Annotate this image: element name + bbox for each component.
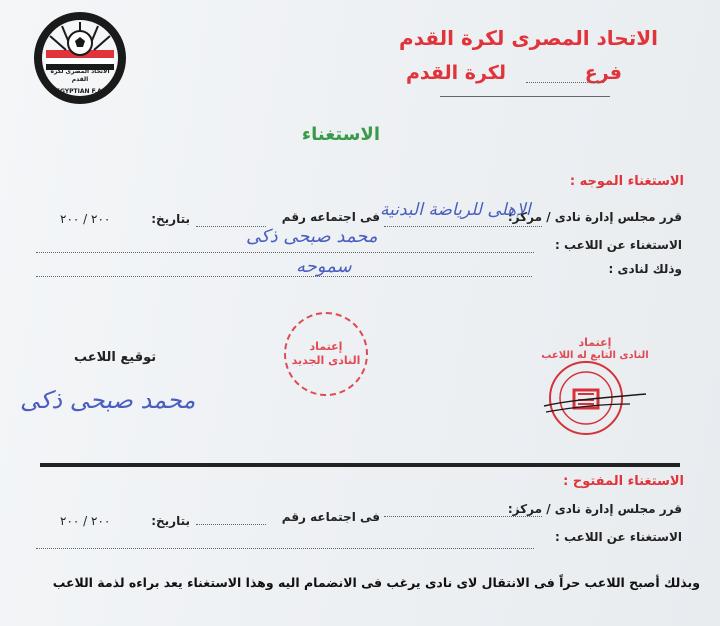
directed-line2-label: الاستغناء عن اللاعب : [554,238,682,252]
directed-club-blank [384,226,542,227]
old-club-approval-block [540,336,650,436]
directed-line1-label: قرر مجلس إدارة نادى / مركز: [507,210,682,224]
old-club-stamp-line2: النادى التابع له اللاعب [541,350,649,361]
open-line1-label: قرر مجلس إدارة نادى / مركز: [507,502,682,516]
directed-player-blank [36,252,534,253]
directed-date-label: بتاريخ: [151,212,190,226]
open-line2-label: الاستغناء عن اللاعب : [554,530,682,544]
new-club-approval-stamp [284,312,368,396]
handwritten-player-name: محمد صبحى ذكى [246,226,378,247]
footer-statement: وبذلك أصبح اللاعب حراً فى الانتقال لاى نادى يرغب فى الانضمام اليه وهذا الاستغناء يعد براءه لذمة اللاعب [52,575,700,590]
player-signature-label: توقيع اللاعب [74,350,157,365]
directed-line3-label: وذلك لنادى : [608,262,682,276]
egyptian-fa-logo [32,10,128,106]
directed-target-blank [36,276,532,277]
handwritten-player-signature: محمد صبحى ذكى [20,386,196,414]
branch-blank-line [526,82,604,83]
open-meeting-blank [196,524,266,525]
logo-text-english: EGYPTIAN F.A. [55,88,105,95]
open-date-value: ٢٠٠ / ٢٠٠ [60,514,111,528]
header-underline [440,96,610,97]
new-club-stamp-line1: إعتماد [309,340,343,353]
directed-meeting-label: فى اجتماعه رقم [281,210,380,224]
open-meeting-label: فى اجتماعه رقم [281,510,380,524]
new-club-stamp-line2: النادى الجديد [291,354,361,367]
al-ahly-club-seal [540,354,650,440]
document-title: الاستغناء [301,124,380,145]
handwritten-target-club: سموحه [296,256,352,277]
section-divider [40,463,680,467]
logo-text-arabic: الاتحاد المصرى لكرة القدم [50,68,110,83]
open-player-blank [36,548,534,549]
old-club-stamp-line1: إعتماد [578,336,612,349]
open-release-heading: الاستغناء المفتوح : [563,474,684,489]
directed-date-value: ٢٠٠ / ٢٠٠ [60,212,111,226]
directed-release-heading: الاستغناء الموجه : [569,174,684,189]
branch-suffix: لكرة القدم [405,62,506,84]
open-date-label: بتاريخ: [151,514,190,528]
branch-label: فرع [584,62,622,84]
handwritten-club-name: الاهلى للرياضة البدنية [380,200,531,220]
org-title: الاتحاد المصرى لكرة القدم [399,26,658,50]
open-club-blank [384,516,542,517]
